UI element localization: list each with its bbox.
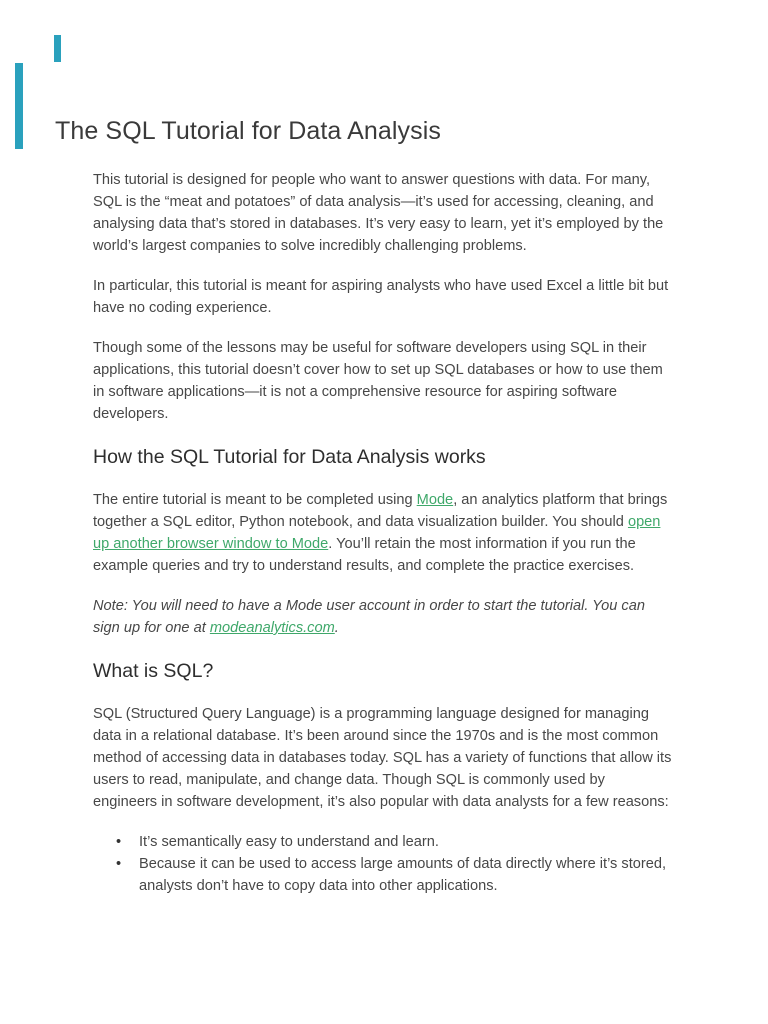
section-heading-what-is-sql: What is SQL?	[93, 660, 214, 682]
list-item: • Because it can be used to access large amounts of data directly where it’s stored, analysts don’t have to copy data into other applications.	[139, 853, 673, 897]
accent-bar-tall	[15, 63, 23, 149]
text-segment: , an analytics platform that brings together a SQL editor, Python notebook, and data visualization builder. You should	[93, 492, 668, 530]
accent-bar-small	[54, 35, 61, 62]
intro-paragraph-3: Though some of the lessons may be useful for software developers using SQL in their applications, this tutorial doesn’t cover how to set up SQL databases or how to use them in software applications—it is not a comprehensive resource for aspiring software developers.	[93, 340, 663, 422]
intro-paragraph-1: This tutorial is designed for people who want to answer questions with data. For many, SQL is the “meat and potatoes” of data analysis—it’s used for accessing, cleaning, and analysing data that’s stored in databases. It’s very easy to learn, yet it’s employed by the world’s largest companies to solve incredibly challenging problems.	[93, 172, 664, 254]
mode-link[interactable]: Mode	[416, 492, 454, 508]
how-it-works-paragraph	[93, 489, 673, 577]
open-mode-browser-link[interactable]: open up another browser window to Mode	[93, 514, 661, 552]
list-item: • It’s semantically easy to understand and learn.	[139, 831, 673, 853]
page-title: The SQL Tutorial for Data Analysis	[55, 117, 441, 145]
note-text: Note: You will need to have a Mode user account in order to start the tutorial. You can sign up for one at	[93, 598, 645, 636]
what-is-sql-paragraph: SQL (Structured Query Language) is a programming language designed for managing data in a relational database. It’s been around since the 1970s and is the most common method of accessing data in databases today. SQL has a variety of functions that allow its users to read, manipulate, and change data. Though SQL is commonly used by engineers in software development, it’s also popular with data analysts for a few reasons:	[93, 706, 672, 810]
intro-paragraph-2: In particular, this tutorial is meant for aspiring analysts who have used Excel a little bit but have no coding experience.	[93, 278, 669, 316]
article-body	[93, 169, 673, 897]
text-segment: The entire tutorial is meant to be completed using	[93, 492, 417, 508]
note-paragraph	[93, 595, 673, 639]
section-heading-how-it-works: How the SQL Tutorial for Data Analysis works	[93, 446, 486, 468]
reasons-list	[93, 831, 673, 897]
modeanalytics-link[interactable]: modeanalytics.com	[209, 620, 335, 636]
text-segment: . You’ll retain the most information if you run the example queries and try to understand results, and complete the practice exercises.	[93, 536, 636, 574]
note-end: .	[334, 620, 339, 636]
